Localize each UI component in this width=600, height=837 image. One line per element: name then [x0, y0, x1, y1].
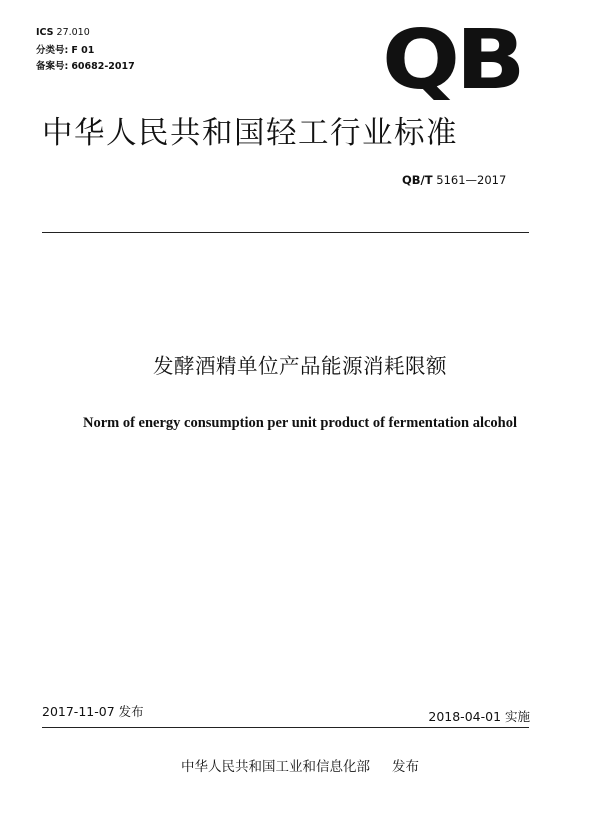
- record-label: 备案号:: [36, 61, 69, 72]
- record-value: 60682-2017: [71, 61, 135, 72]
- issuer-action: 发布: [392, 759, 419, 775]
- document-title-english: Norm of energy consumption per unit product of fermentation alcohol: [82, 415, 518, 431]
- issuer-line: [0, 758, 600, 776]
- classification-value: F 01: [71, 45, 95, 56]
- standard-code: [402, 173, 506, 187]
- ics-value: 27.010: [56, 27, 90, 38]
- document-title-chinese: 发酵酒精单位产品能源消耗限额: [153, 354, 447, 378]
- issue-date: 2017-11-07 发布: [42, 704, 144, 719]
- header-divider: [42, 232, 529, 233]
- qb-logo: QB: [382, 13, 522, 108]
- standard-code-value: 5161—2017: [436, 173, 507, 187]
- standard-code-prefix: QB/T: [402, 173, 433, 187]
- issuer-name: 中华人民共和国工业和信息化部: [181, 759, 370, 775]
- classification-label: 分类号:: [36, 45, 69, 56]
- classification-line: [36, 45, 94, 57]
- implementation-date: 2018-04-01 实施: [428, 709, 530, 724]
- ics-label: ICS: [36, 27, 54, 38]
- standard-type-title: 中华人民共和国轻工行业标准: [42, 116, 458, 151]
- footer-divider: [42, 727, 529, 728]
- record-line: [36, 61, 135, 73]
- ics-line: [36, 27, 90, 39]
